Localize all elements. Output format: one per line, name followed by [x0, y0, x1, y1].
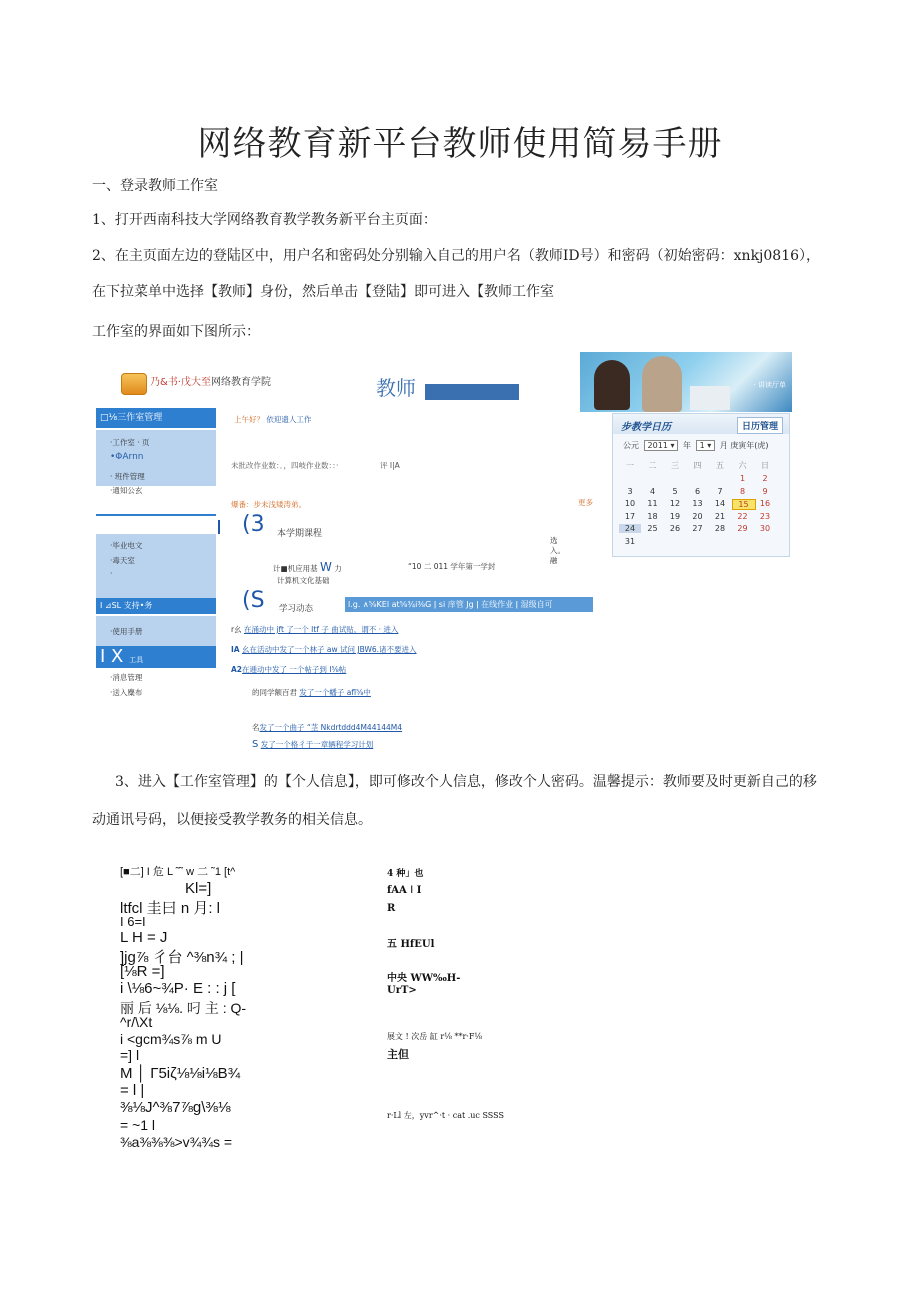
teaching-calendar — [612, 413, 790, 557]
scanned-line: [⅛R =] — [120, 963, 165, 980]
activity-3-prefix: A2 — [231, 665, 243, 674]
weekday-label: 三 — [671, 461, 679, 470]
scanned-line: ⅜a⅜⅜⅜>v¾¾s = — [120, 1134, 233, 1150]
term-label: “10 二 011 学年第一学封 — [408, 562, 496, 571]
sidebar-item-chatroom[interactable]: ·毒天室 — [110, 556, 135, 565]
calendar-day[interactable]: 2 — [762, 474, 768, 483]
sidebar-header-workspace[interactable]: □⅛三作室管理 — [96, 408, 216, 428]
scanned-line: 主但 — [387, 1048, 409, 1061]
scanned-line: ⅜⅛J^⅜7⅞g\⅜⅛ — [120, 1099, 231, 1116]
calendar-day[interactable]: 7 — [717, 486, 723, 496]
select-course-link[interactable]: 选 入。 融 — [550, 536, 565, 565]
step-3-line-1: 3、进入【工作室管理】的【个人信息】，即可修改个人信息，修改个人密码。温馨提示：教师要及时更新自己的移 — [115, 774, 817, 790]
greeting-text: 上午好？ — [234, 415, 264, 424]
calendar-day[interactable]: 12 — [669, 499, 681, 508]
step-2-line-1: 2、在主页面左边的登陆区中，用户名和密码处分别输入自己的用户名（教师ID号）和密码（初始密码：xnkj0816）， — [92, 248, 821, 264]
scanned-line: r·Ll 左，yvr^·t · cat .uc SSSS — [387, 1111, 504, 1120]
scanned-line: [■二] I 危 L ˜˜ w 二 ˜1 [t^ — [120, 866, 236, 878]
activity-6-link[interactable]: 发了一个格彳于一章辆程学习计划 — [260, 740, 374, 749]
sidebar-item-messages[interactable]: ·消息管理 — [110, 673, 143, 682]
scanned-line: I 6=I — [120, 914, 146, 929]
scanned-line: M │ Γ5iζ⅛⅛i⅛B¾ — [120, 1065, 241, 1082]
activity-5-link[interactable]: 发了一个曲子 “茎 Nkdrtddd4M44144M4 — [259, 723, 403, 732]
calendar-day[interactable]: 26 — [669, 524, 681, 533]
school-logo-icon — [121, 373, 147, 395]
sidebar-item-publish[interactable]: ·送入麋布 — [110, 688, 143, 697]
calendar-day[interactable]: 25 — [647, 524, 658, 533]
photo-tag: · 讲读厅单 — [753, 381, 786, 389]
calendar-day[interactable]: 30 — [759, 524, 771, 533]
calendar-day[interactable]: 28 — [714, 524, 726, 533]
dynamics-tab-bar[interactable]: l.g. ∧⅝KEl at⅝¾i⅜G ǀ si 庠管 Jg ǀ 在线作业 ǀ 湿级自可 — [345, 597, 593, 612]
course-2[interactable]: 计算机文化基础 — [277, 576, 330, 585]
section-marker — [218, 520, 220, 534]
notice-text: 爆番：步未浅矮涛弟。 — [231, 500, 306, 509]
month-select[interactable]: 1 ▾ — [696, 440, 716, 451]
year-select[interactable]: 2011 ▾ — [644, 440, 679, 451]
school-logo: 乃&书·戊大至网络教育学院 — [150, 377, 271, 388]
scanned-line: UrT> — [387, 985, 417, 996]
calendar-day[interactable]: 21 — [714, 511, 726, 521]
scanned-line: 丽 后 ⅛⅛. 叼 主 : Q- — [120, 1000, 247, 1016]
activity-4-prefix: 的同学额百君 — [252, 688, 297, 697]
course-1-name: 计■机应用基 — [273, 564, 318, 573]
calendar-day[interactable]: 29 — [737, 524, 748, 533]
activity-2-link[interactable]: 幺在活动中发了一个林子 aw 试问 JBW6.诸不要进入 — [242, 645, 417, 654]
sidebar-item-info[interactable]: •ΦArnn — [110, 452, 144, 462]
scanned-line: i \⅛6~¾P· E : : j [ — [120, 980, 236, 997]
step-2-line-2: 在下拉菜单中选择【教师】身份，然后单击【登陆】即可进入【教师工作室 — [92, 284, 554, 300]
calendar-selector — [623, 440, 769, 451]
calendar-day[interactable]: 18 — [647, 511, 658, 521]
activity-item-3[interactable] — [231, 664, 346, 675]
weekday-label: 日 — [761, 461, 769, 470]
tools-header-text: I X — [100, 646, 124, 667]
course-icon: (3 — [242, 512, 265, 537]
calendar-title: 步教学日历 — [621, 422, 671, 433]
sidebar-divider — [96, 514, 216, 516]
sidebar-item-files[interactable]: · 班件管理 — [110, 472, 145, 481]
calendar-day[interactable]: 6 — [694, 486, 701, 496]
scanned-line: = ~1 l — [120, 1117, 156, 1133]
calendar-day[interactable]: 17 — [624, 511, 636, 521]
calendar-day[interactable]: 24 — [619, 524, 641, 533]
calendar-day[interactable]: 20 — [692, 511, 703, 521]
calendar-day[interactable]: 1 — [739, 474, 746, 483]
activity-item-1[interactable] — [231, 624, 398, 635]
activity-item-6[interactable] — [252, 739, 373, 750]
scanned-line: =] l — [120, 1047, 140, 1063]
activity-4-link[interactable]: 发了一个幡子 afl⅝中 — [299, 688, 371, 697]
activity-3-link[interactable]: 在逓动中发了 一个帖子到 I⅝帖 — [242, 665, 347, 674]
calendar-day[interactable]: 5 — [672, 486, 678, 496]
calendar-day[interactable]: 19 — [669, 511, 681, 521]
calendar-day[interactable]: 27 — [692, 524, 703, 533]
more-link[interactable]: 更多 — [578, 498, 593, 507]
month-unit: 月 — [719, 441, 728, 450]
scanned-line: ^r/\Xt — [120, 1014, 153, 1030]
greeting-suffix: 依迎遗人工作 — [266, 415, 312, 424]
grade-link[interactable]: 评 I|A — [380, 461, 400, 470]
year-value: 2011 — [647, 441, 668, 450]
course-heading: 本学期课程 — [277, 529, 323, 539]
header-photo — [580, 352, 792, 412]
activity-1-link[interactable]: 在涌动中 jft 了一个 Itf 子 曲试贴，谓不 · 进入 — [243, 625, 399, 634]
calendar-day[interactable]: 10 — [624, 499, 636, 508]
calendar-day[interactable]: 14 — [714, 499, 726, 508]
calendar-day[interactable]: 31 — [624, 536, 636, 546]
weekday-label: 六 — [738, 461, 747, 470]
calendar-day[interactable]: 13 — [692, 499, 703, 508]
doc-title: 网络教育新平台教师使用简易手册 — [197, 124, 723, 164]
sidebar-item-notice[interactable]: ·通知公玄 — [110, 486, 143, 495]
sidebar-item-thesis[interactable]: ·毕业电文 — [110, 541, 143, 550]
year-unit: 年 — [683, 441, 692, 450]
course-1-mark: W — [319, 560, 332, 574]
sidebar — [96, 408, 216, 708]
person-figure-1 — [594, 360, 630, 410]
scanned-line: = l | — [120, 1082, 145, 1099]
activity-2-prefix: IA — [231, 645, 240, 654]
calendar-day[interactable]: 15 — [732, 499, 756, 510]
homework-stats: 未批改作业数：．，四岐作业数：：· — [231, 461, 339, 470]
scanned-line: 展文 ! 次岳 缸 r⅛ **r·F⅛ — [387, 1032, 483, 1041]
sidebar-header-support[interactable]: I ⊿SL 支持•务 — [96, 598, 216, 614]
dynamics-icon: (S — [242, 588, 265, 613]
section-heading-1: 一、登录教师工作室 — [92, 178, 218, 194]
scanned-line: Kl=] — [185, 880, 212, 897]
calendar-day[interactable]: 8 — [739, 486, 746, 496]
calendar-day[interactable]: 9 — [762, 486, 768, 496]
scanned-line: L H = J — [120, 929, 168, 946]
sidebar-item-home[interactable]: ·工作室 · 页 — [110, 438, 150, 447]
figure-caption: 工作室的界面如下图所示： — [92, 324, 260, 340]
activity-5-prefix: 名 — [252, 723, 260, 732]
calendar-header — [613, 414, 789, 434]
calendar-day[interactable]: 4 — [649, 486, 656, 496]
weekday-label: 一 — [626, 461, 634, 470]
activity-item-4[interactable] — [252, 687, 371, 698]
month-value: 1 — [699, 441, 705, 450]
weekday-label: 五 — [716, 461, 724, 470]
activity-item-2[interactable] — [231, 644, 417, 655]
scanned-line: 五 HfEUl — [387, 939, 435, 950]
scanned-line: fAA ǀ I — [387, 885, 422, 896]
laptop-figure — [690, 386, 730, 410]
step-1: 1、打开西南科技大学网络教育教学教务新平台主页面： — [92, 212, 437, 228]
activity-item-5[interactable] — [252, 722, 402, 733]
scanned-line: 4 种」也 — [387, 869, 424, 879]
calendar-day[interactable]: 22 — [737, 511, 748, 521]
sidebar-header-tools[interactable] — [96, 646, 216, 668]
calendar-day[interactable]: 16 — [759, 499, 771, 508]
person-figure-2 — [642, 356, 682, 412]
scanned-line: ]jg⅞ 彳台 ^⅜n¾ ; | — [120, 949, 244, 966]
activity-6-prefix: S — [252, 739, 259, 750]
calendar-day[interactable]: 23 — [759, 511, 771, 521]
lunar-year: 庚寅年(虎) — [730, 441, 769, 450]
activity-1-prefix: r幺 — [231, 625, 242, 634]
weekday-label: 二 — [648, 461, 657, 470]
scanned-line: R — [387, 903, 396, 914]
workspace-title: 教师 — [376, 376, 416, 400]
calendar-day[interactable]: 11 — [647, 499, 658, 508]
scanned-line: ltfcl 圭曰 n 月: l — [120, 900, 221, 917]
era-label: 公元 — [623, 441, 639, 450]
title-banner-bar — [425, 384, 519, 400]
course-1-suffix: 力 — [334, 564, 342, 573]
step-3-line-2: 动通讯号码，以便接受教学教务的相关信息。 — [92, 812, 372, 828]
sidebar-item-blank: · — [110, 569, 113, 578]
scanned-line: 中央 WW‰H- — [387, 973, 461, 984]
greeting — [234, 414, 311, 425]
scanned-line: i <gcm¾s⅞ m U — [120, 1031, 222, 1047]
dynamics-heading: 学习动态 — [279, 604, 314, 614]
course-1[interactable] — [273, 560, 342, 574]
calendar-manage-button[interactable]: 日历管理 — [737, 417, 783, 434]
weekday-label: 四 — [693, 461, 702, 470]
sidebar-item-manual[interactable]: ·使用手册 — [110, 627, 143, 636]
calendar-day[interactable]: 3 — [627, 486, 633, 496]
tools-header-label: 工具 — [129, 656, 144, 664]
